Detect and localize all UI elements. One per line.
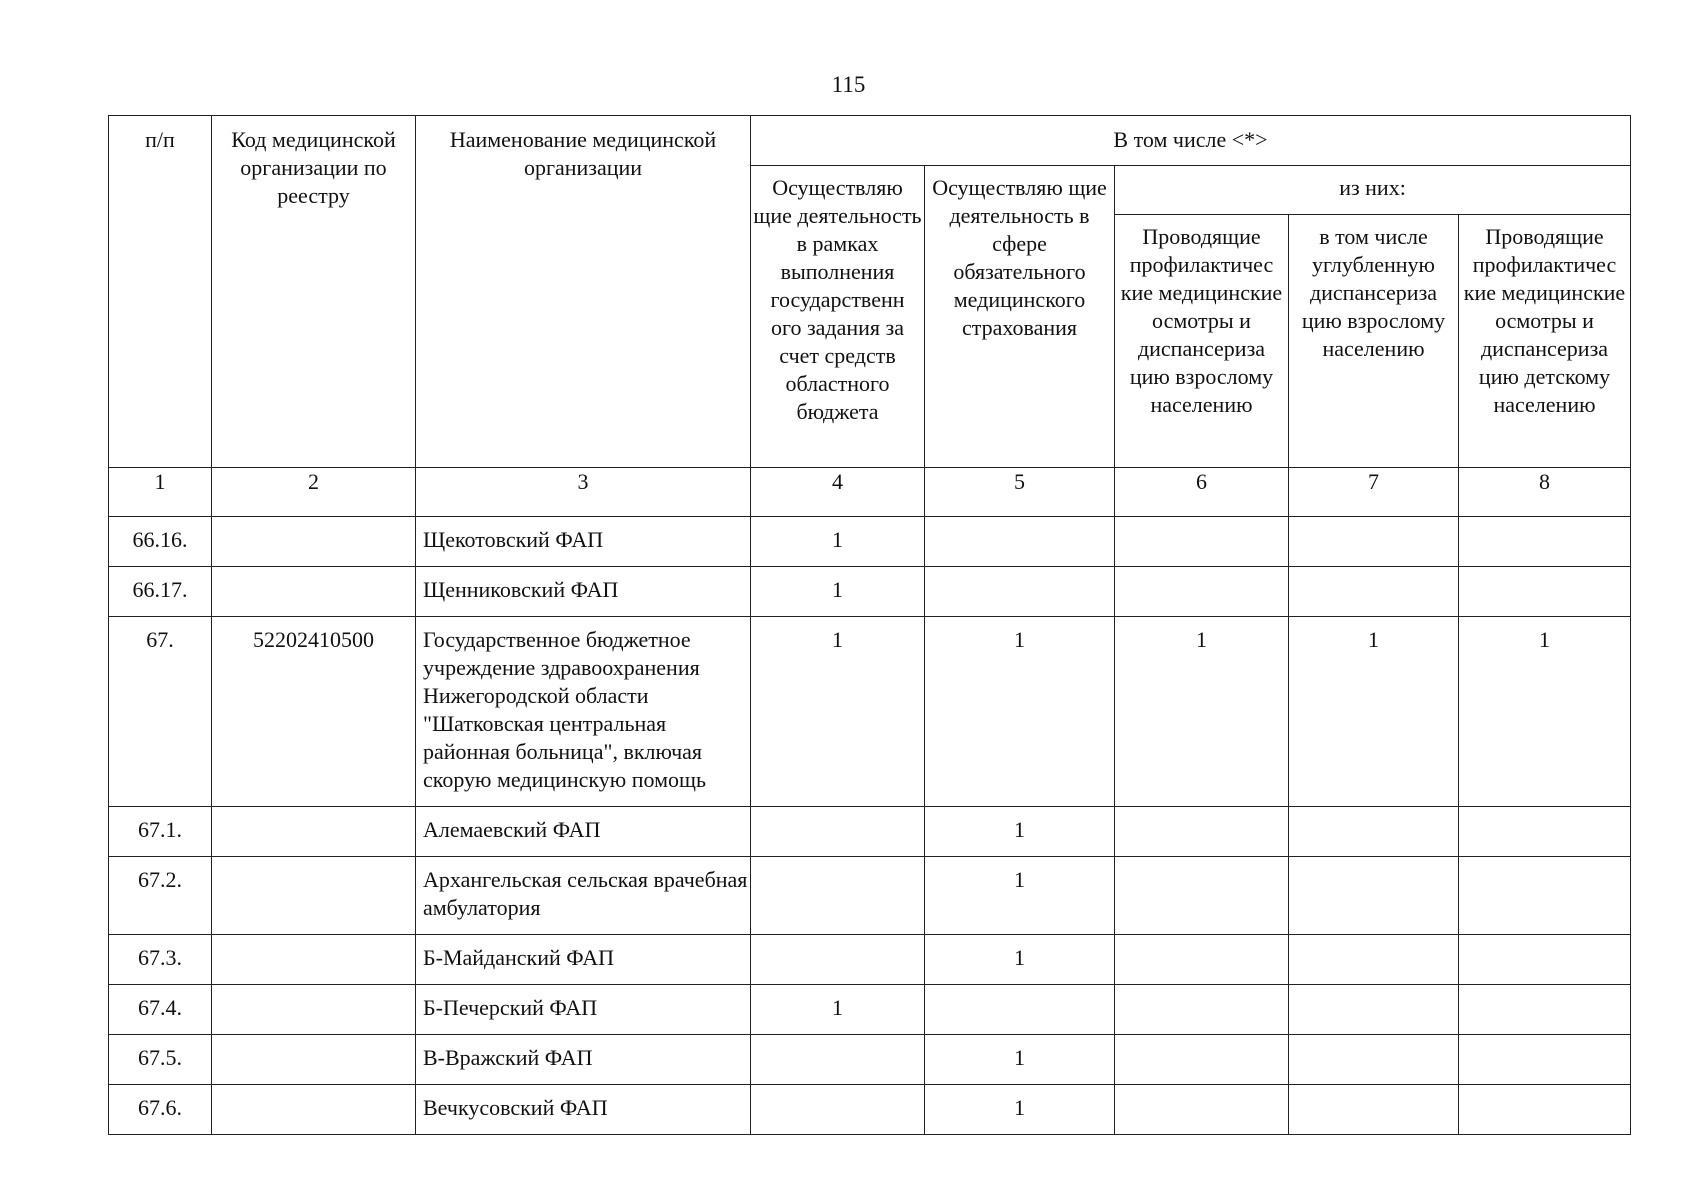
row-col7: [1289, 807, 1459, 857]
row-number: 67.3.: [109, 935, 212, 985]
row-name: Б-Майданский ФАП: [416, 935, 751, 985]
row-col5: [925, 985, 1115, 1035]
row-col7: [1289, 567, 1459, 617]
row-col8: [1459, 985, 1631, 1035]
row-name: Алемаевский ФАП: [416, 807, 751, 857]
row-code: [212, 857, 416, 935]
row-col8: [1459, 1035, 1631, 1085]
table-row: [109, 1035, 1631, 1085]
row-col5: 1: [925, 857, 1115, 935]
row-code: [212, 567, 416, 617]
row-col6: [1115, 1035, 1289, 1085]
row-col4: 1: [751, 517, 925, 567]
row-col8: [1459, 857, 1631, 935]
header-registry-code: Код медицинской организации по реестру: [212, 116, 416, 468]
row-col4: 1: [751, 617, 925, 807]
row-col4: [751, 857, 925, 935]
row-col6: [1115, 567, 1289, 617]
row-number: 66.16.: [109, 517, 212, 567]
row-col4: 1: [751, 567, 925, 617]
header-including-group: В том числе <*>: [751, 116, 1631, 166]
row-code: [212, 935, 416, 985]
header-child-checkups: Проводящие профилактичес кие медицинские осмотры и диспансериза цию детскому населению: [1459, 215, 1631, 468]
row-col7: 1: [1289, 617, 1459, 807]
row-col6: 1: [1115, 617, 1289, 807]
column-number: 8: [1459, 468, 1631, 517]
row-col5: 1: [925, 1085, 1115, 1135]
row-col7: [1289, 935, 1459, 985]
column-number: 6: [1115, 468, 1289, 517]
row-number: 67.6.: [109, 1085, 212, 1135]
column-numbers-row: [109, 468, 1631, 517]
table-header: [109, 116, 1631, 517]
row-code: [212, 517, 416, 567]
row-col7: [1289, 857, 1459, 935]
row-code: [212, 1035, 416, 1085]
registry-table: [108, 115, 1631, 1135]
row-col7: [1289, 1085, 1459, 1135]
row-code: [212, 807, 416, 857]
column-number: 2: [212, 468, 416, 517]
row-col4: [751, 1085, 925, 1135]
row-col6: [1115, 807, 1289, 857]
table-row: [109, 807, 1631, 857]
header-organization-name: Наименование медицинской организации: [416, 116, 751, 468]
row-name: Щекотовский ФАП: [416, 517, 751, 567]
row-col8: 1: [1459, 617, 1631, 807]
table-row: [109, 857, 1631, 935]
row-number: 67.2.: [109, 857, 212, 935]
table-row: [109, 617, 1631, 807]
row-col6: [1115, 857, 1289, 935]
row-name: Архангельская сельская врачебная амбулатория: [416, 857, 751, 935]
table-row: [109, 935, 1631, 985]
row-col5: [925, 517, 1115, 567]
row-number: 67.: [109, 617, 212, 807]
row-col8: [1459, 935, 1631, 985]
column-number: 5: [925, 468, 1115, 517]
column-number: 4: [751, 468, 925, 517]
row-col8: [1459, 517, 1631, 567]
header-of-them-group: из них:: [1115, 166, 1631, 215]
row-number: 67.5.: [109, 1035, 212, 1085]
row-col6: [1115, 517, 1289, 567]
table-body: [109, 517, 1631, 1135]
row-col5: 1: [925, 935, 1115, 985]
row-col8: [1459, 1085, 1631, 1135]
row-col7: [1289, 517, 1459, 567]
row-code: 52202410500: [212, 617, 416, 807]
row-col7: [1289, 1035, 1459, 1085]
row-col4: [751, 935, 925, 985]
row-name: Государственное бюджетное учреждение здравоохранения Нижегородской области "Шатковская центральная районная больница", включая скорую медицинскую помощь: [416, 617, 751, 807]
row-name: Б-Печерский ФАП: [416, 985, 751, 1035]
row-col5: 1: [925, 807, 1115, 857]
row-code: [212, 1085, 416, 1135]
row-col6: [1115, 985, 1289, 1035]
row-col8: [1459, 567, 1631, 617]
table-row: [109, 517, 1631, 567]
row-col6: [1115, 935, 1289, 985]
row-name: Вечкусовский ФАП: [416, 1085, 751, 1135]
table-row: [109, 985, 1631, 1035]
row-name: В-Вражский ФАП: [416, 1035, 751, 1085]
table-row: [109, 1085, 1631, 1135]
header-regional-budget: Осуществляю щие деятельность в рамках выполнения государственн ого задания за счет средств областного бюджета: [751, 166, 925, 468]
header-in-depth-dispensary: в том числе углубленную диспансериза цию взрослому населению: [1289, 215, 1459, 468]
column-number: 3: [416, 468, 751, 517]
header-adult-checkups: Проводящие профилактичес кие медицинские осмотры и диспансериза цию взрослому населению: [1115, 215, 1289, 468]
header-row-number: п/п: [109, 116, 212, 468]
row-col5: 1: [925, 617, 1115, 807]
row-number: 67.1.: [109, 807, 212, 857]
column-number: 7: [1289, 468, 1459, 517]
row-col7: [1289, 985, 1459, 1035]
row-col5: [925, 567, 1115, 617]
table-row: [109, 567, 1631, 617]
row-col4: 1: [751, 985, 925, 1035]
row-col6: [1115, 1085, 1289, 1135]
row-name: Щенниковский ФАП: [416, 567, 751, 617]
row-code: [212, 985, 416, 1035]
row-col8: [1459, 807, 1631, 857]
page-number: 115: [831, 72, 866, 97]
row-col5: 1: [925, 1035, 1115, 1085]
row-number: 66.17.: [109, 567, 212, 617]
column-number: 1: [109, 468, 212, 517]
header-oms: Осуществляю щие деятельность в сфере обязательного медицинского страхования: [925, 166, 1115, 468]
row-col4: [751, 807, 925, 857]
row-col4: [751, 1035, 925, 1085]
row-number: 67.4.: [109, 985, 212, 1035]
